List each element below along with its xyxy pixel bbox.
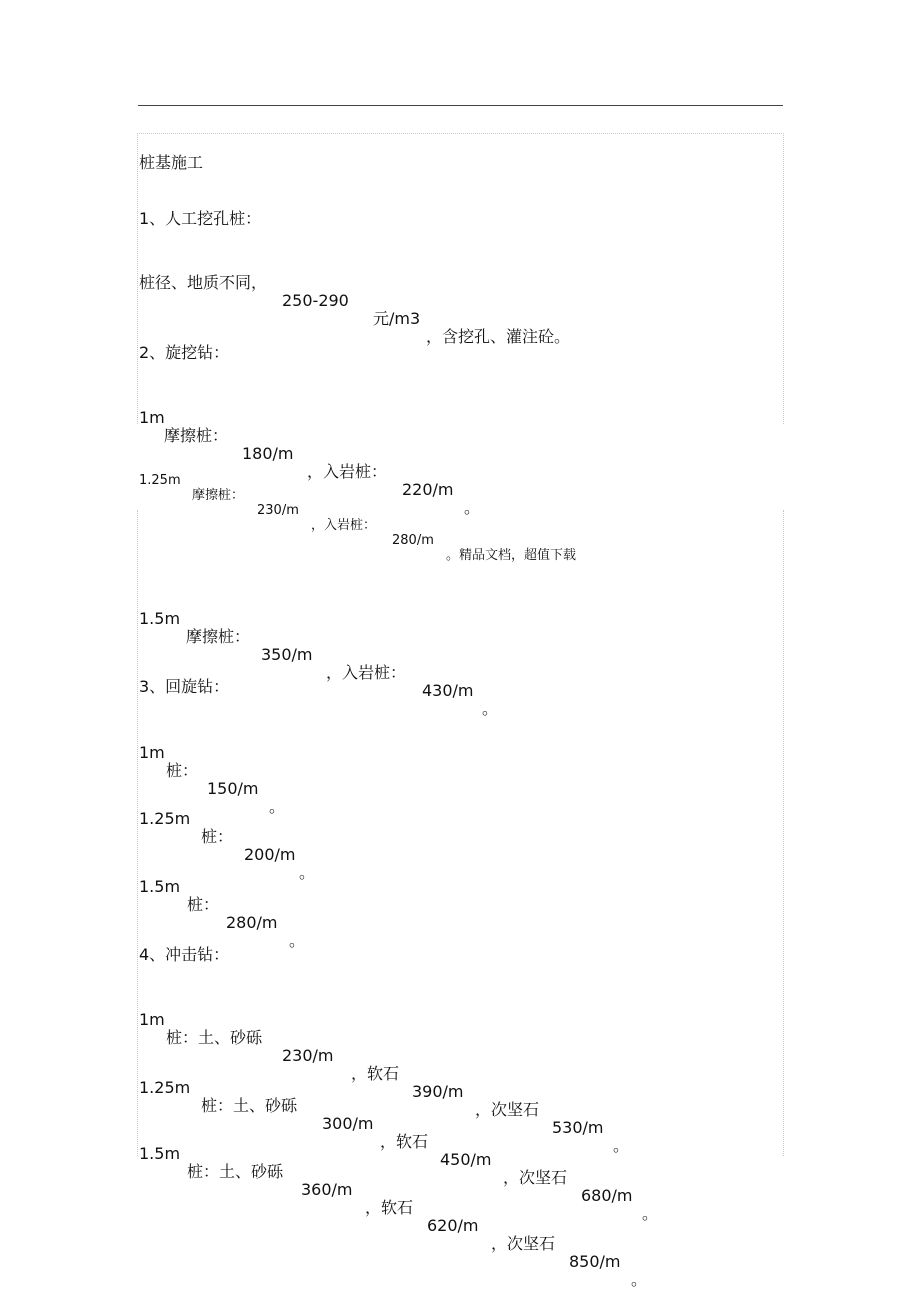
text-segment: ，入岩桩： xyxy=(307,462,388,481)
section-heading-percussion-drill xyxy=(139,928,230,964)
text-segment: 220/m xyxy=(402,480,454,499)
text-segment: 元/m3 xyxy=(373,309,421,328)
text-segment: 680/m xyxy=(581,1186,633,1205)
text-segment: 1m xyxy=(139,1010,165,1029)
text-segment: 360/m xyxy=(301,1180,353,1199)
text-segment: 4、冲击钻： xyxy=(139,945,230,964)
text-segment: 1.25m xyxy=(139,809,191,828)
text-segment: 桩： xyxy=(166,761,199,780)
text-segment: 530/m xyxy=(552,1118,604,1137)
text-segment: 。 xyxy=(289,931,306,950)
text-segment: ，入岩桩： xyxy=(326,663,407,682)
text-segment: 桩：土、砂砾 xyxy=(166,1028,263,1047)
text-segment: 1.5m xyxy=(139,1144,181,1163)
text-segment: 桩： xyxy=(187,895,220,914)
text-segment: 1m xyxy=(139,743,165,762)
text-segment: ，次坚石 xyxy=(475,1100,540,1119)
text-segment: 摩擦桩： xyxy=(192,488,245,503)
text-segment: 200/m xyxy=(244,845,296,864)
text-segment: ，入岩桩： xyxy=(311,518,377,533)
section-heading-rotary-excavation xyxy=(139,326,230,362)
text-segment: 850/m xyxy=(569,1252,621,1271)
text-segment: 摩擦桩： xyxy=(186,627,251,646)
text-segment: 。 xyxy=(299,863,316,882)
text-segment: 280/m xyxy=(392,533,434,548)
text-segment: ，软石 xyxy=(380,1132,429,1151)
text-segment: 450/m xyxy=(440,1150,492,1169)
text-segment: 300/m xyxy=(322,1114,374,1133)
text-segment: 桩基施工 xyxy=(139,153,204,172)
text-segment: 620/m xyxy=(427,1216,479,1235)
section-heading-rotary-drill xyxy=(139,660,230,696)
text-segment: ，次坚石 xyxy=(503,1168,568,1187)
header-rule xyxy=(138,105,783,106)
text-segment: 桩：土、砂砾 xyxy=(187,1162,284,1181)
text-segment: 桩： xyxy=(201,827,234,846)
text-segment: 150/m xyxy=(207,779,259,798)
text-segment: ，软石 xyxy=(365,1198,414,1217)
section-heading-manual-dug-pile xyxy=(139,192,262,228)
text-segment: ，含挖孔、灌注砼。 xyxy=(426,327,571,346)
text-segment: 280/m xyxy=(226,913,278,932)
text-segment: 230/m xyxy=(282,1046,334,1065)
text-segment: ，软石 xyxy=(351,1064,400,1083)
text-segment: 250-290 xyxy=(282,291,349,310)
text-segment: 350/m xyxy=(261,645,313,664)
text-segment: 桩径、地质不同， xyxy=(139,273,268,292)
text-segment: 1.25m xyxy=(139,1078,191,1097)
text-segment: 。 xyxy=(464,498,481,517)
text-segment: 。 xyxy=(613,1136,630,1155)
text-segment: 2、旋挖钻： xyxy=(139,343,230,362)
text-segment: 390/m xyxy=(412,1082,464,1101)
text-segment: 。 xyxy=(269,797,286,816)
text-segment: 230/m xyxy=(257,503,299,518)
text-segment: 摩擦桩： xyxy=(164,426,229,445)
text-segment: 1.25m xyxy=(139,473,181,488)
text-segment: 1.5m xyxy=(139,609,181,628)
text-segment: 。 xyxy=(642,1204,659,1223)
text-segment: 180/m xyxy=(242,444,294,463)
text-segment: 桩：土、砂砾 xyxy=(201,1096,298,1115)
text-segment: ，次坚石 xyxy=(491,1234,556,1253)
text-segment: 。 xyxy=(631,1270,648,1289)
text-segment: 3、回旋钻： xyxy=(139,677,230,696)
content-frame-bottom xyxy=(137,510,784,1156)
text-segment: 1、人工挖孔桩： xyxy=(139,209,262,228)
text-segment: 1m xyxy=(139,408,165,427)
text-segment: 430/m xyxy=(422,681,474,700)
document-title xyxy=(139,136,204,172)
text-segment: 。 xyxy=(482,699,499,718)
text-segment: 。精品文档，超值下载 xyxy=(446,548,577,563)
text-segment: 1.5m xyxy=(139,877,181,896)
